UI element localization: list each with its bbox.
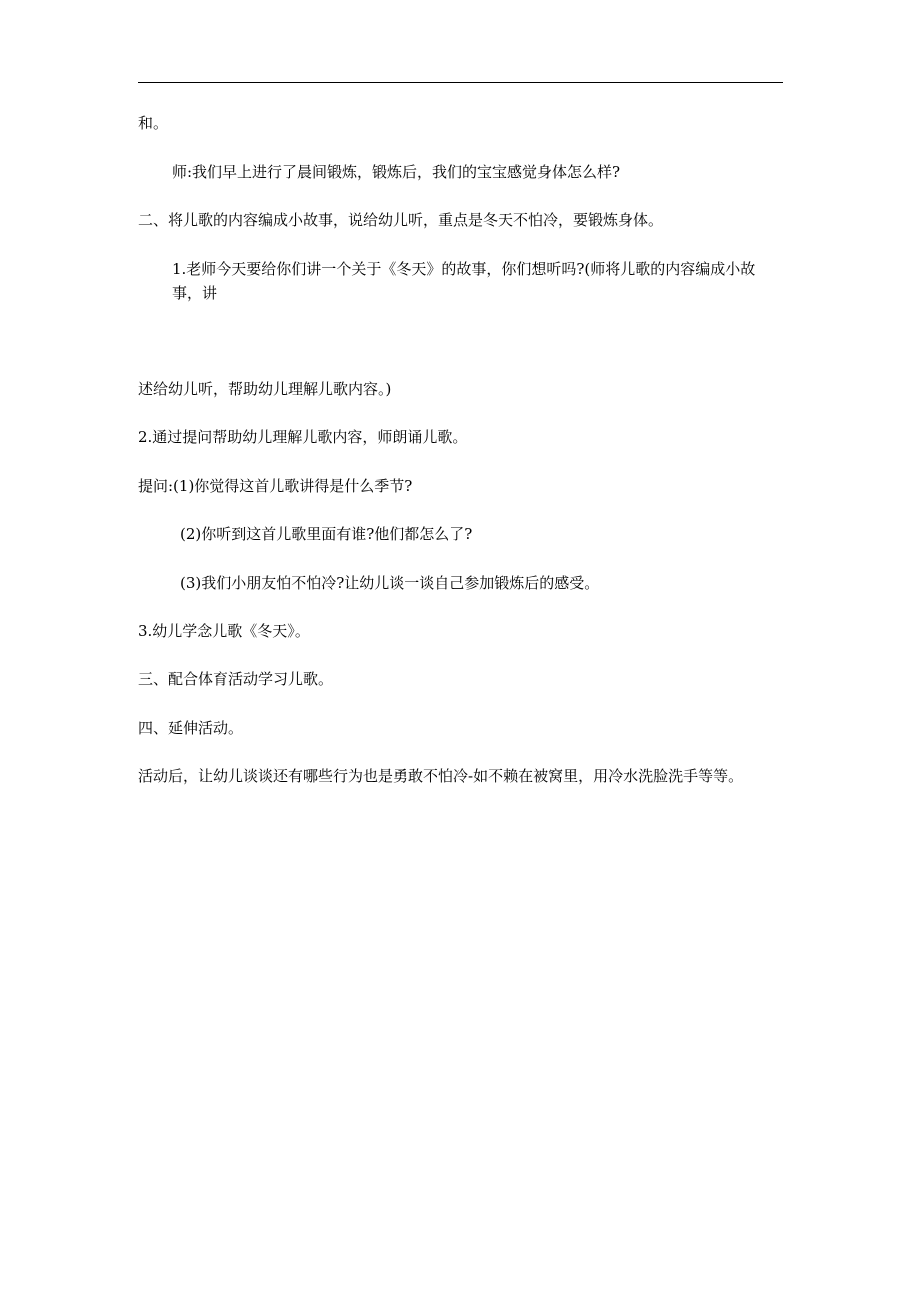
paragraph-question-one: 提问:(1)你觉得这首儿歌讲得是什么季节? [138,477,413,495]
paragraph-step-three: 3.幼儿学念儿歌《冬天》。 [138,622,310,640]
paragraph-story-intro: 1.老师今天要给你们讲一个关于《冬天》的故事，你们想听吗?(师将儿歌的内容编成小故事，讲 [172,260,756,302]
paragraph-question-two: (2)你听到这首儿歌里面有谁?他们都怎么了? [180,525,473,543]
section-four-heading: 四、延伸活动。 [138,719,244,737]
header-rule [138,82,783,83]
paragraph-question-three: (3)我们小朋友怕不怕冷?让幼儿谈一谈自己参加锻炼后的感受。 [180,574,600,592]
paragraph-teacher-question: 师:我们早上进行了晨间锻炼，锻炼后，我们的宝宝感觉身体怎么样? [172,163,621,181]
paragraph-step-two: 2.通过提问帮助幼儿理解儿歌内容，师朗诵儿歌。 [138,428,468,446]
paragraph-extension-activity: 活动后，让幼儿谈谈还有哪些行为也是勇敢不怕冷-如不赖在被窝里，用冷水洗脸洗手等等。 [138,767,744,785]
paragraph-story-continue: 述给幼儿听，帮助幼儿理解儿歌内容。) [138,380,392,398]
paragraph-he: 和。 [138,114,169,132]
section-three-heading: 三、配合体育活动学习儿歌。 [138,670,334,688]
section-two-heading: 二、将儿歌的内容编成小故事，说给幼儿听，重点是冬天不怕冷，要锻炼身体。 [138,211,664,229]
